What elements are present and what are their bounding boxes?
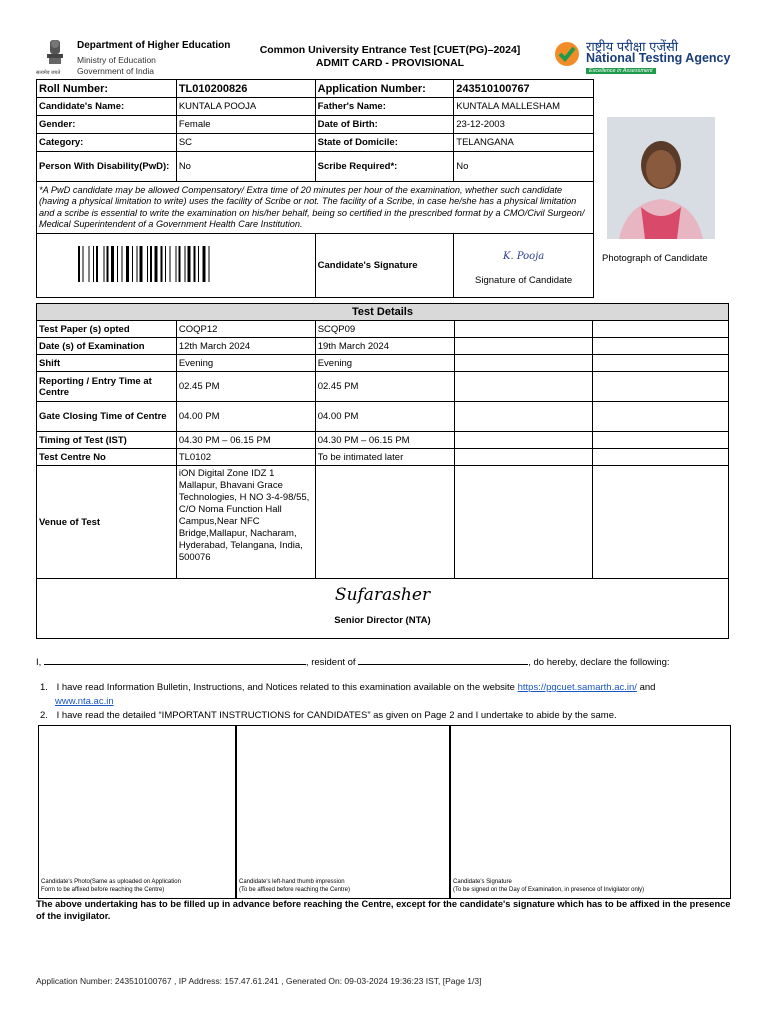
father-name-label: Father's Name: (315, 98, 454, 116)
caption-line: Candidate's left-hand thumb impression (239, 879, 345, 885)
signature-caption: Signature of Candidate (475, 275, 573, 286)
father-name-value: KUNTALA MALLESHAM (454, 98, 594, 116)
pgcuet-link[interactable]: https://pgcuet.samarth.ac.in/ (517, 682, 637, 693)
barcode-bar (187, 246, 190, 282)
barcode-bar (169, 246, 170, 282)
roll-number-value: TL010200826 (176, 80, 315, 98)
residence-blank[interactable] (358, 664, 528, 665)
barcode-bar (88, 246, 89, 282)
shift-label: Shift (37, 355, 177, 372)
barcode-bar (208, 246, 209, 282)
government-line: Government of India (77, 66, 155, 76)
barcode-bar (111, 246, 114, 282)
item-text: I have read the detailed “IMPORTANT INSTRUCTIONS for CANDIDATES” as given on Page 2 and I undertake to abide by the same. (56, 710, 617, 721)
shift-value-1: Evening (176, 355, 315, 372)
empty-cell (593, 355, 729, 372)
empty-cell (593, 321, 729, 338)
category-value: SC (176, 134, 315, 152)
director-signature-image: Sufarasher (334, 585, 431, 605)
item-text: I have read Information Bulletin, Instructions, and Notices related to this examination available on the website (56, 682, 515, 693)
exam-date-value-1: 12th March 2024 (176, 338, 315, 355)
barcode-bar (96, 246, 98, 282)
empty-cell (454, 321, 593, 338)
barcode-bar (121, 246, 122, 282)
department-title: Department of Higher Education (77, 40, 231, 51)
empty-cell (593, 449, 729, 466)
barcode-bar (103, 246, 104, 282)
pwd-note: *A PwD candidate may be allowed Compensatory/ Extra time of 20 minutes per hour of the examination, whether such candidate (having a physical limitation to write) uses the facility of Scribe or not. The facility of a Scribe, in case he/she has a physical limitation and a scribe is essential to write the examination on his/her behalf, being so certified in the prescribed format by a CMO/Civil Surgeon/ Medical Superintendent of a Government Health Care Institution. (37, 182, 594, 234)
caption-line: Candidate's Signature (453, 879, 512, 885)
barcode-bar (126, 246, 129, 282)
photo-affix-caption (41, 878, 181, 894)
barcode-bar (154, 246, 157, 282)
barcode-bar (160, 246, 162, 282)
item-number: 2. (40, 710, 48, 721)
gate-closing-label: Gate Closing Time of Centre (37, 402, 177, 432)
nta-logo-icon (553, 40, 581, 68)
card-title: ADMIT CARD - PROVISIONAL (315, 57, 465, 69)
barcode-bar (93, 246, 94, 282)
barcode-bar (139, 246, 142, 282)
nta-name: National Testing Agency (586, 51, 731, 65)
director-signature-cell (37, 579, 729, 639)
thumb-impression-box (236, 725, 450, 899)
barcode-bar (78, 246, 80, 282)
barcode-bar (117, 246, 118, 282)
exam-date-value-2: 19th March 2024 (315, 338, 454, 355)
exam-title: Common University Entrance Test [CUET(PG)–2024] (259, 44, 521, 56)
barcode-bar (178, 246, 180, 282)
gate-closing-value-2: 04.00 PM (315, 402, 454, 432)
ministry-line: Ministry of Education (77, 55, 156, 65)
gender-label: Gender: (37, 116, 177, 134)
empty-cell (593, 338, 729, 355)
empty-cell (593, 372, 729, 402)
domicile-label: State of Domicile: (315, 134, 454, 152)
test-details-heading: Test Details (37, 304, 729, 321)
test-timing-value-2: 04.30 PM – 06.15 PM (315, 432, 454, 449)
declaration-middle: , resident of (305, 657, 356, 668)
test-details-table (36, 303, 729, 639)
candidate-sign-box (450, 725, 731, 899)
scribe-label: Scribe Required*: (315, 152, 454, 182)
reporting-time-value-1: 02.45 PM (176, 372, 315, 402)
barcode-bar (202, 246, 205, 282)
undertaking-note: The above undertaking has to be filled up in advance before reaching the Centre, except for the candidate's signature which has to be affixed in the presence of the invigilator. (36, 899, 731, 921)
barcode-icon (76, 246, 276, 282)
gender-value: Female (176, 116, 315, 134)
application-number-value: 243510100767 (454, 80, 594, 98)
declaration-prefix: I, (36, 657, 42, 668)
candidate-sign-caption (453, 878, 644, 894)
gate-closing-value-1: 04.00 PM (176, 402, 315, 432)
test-timing-label: Timing of Test (IST) (37, 432, 177, 449)
barcode-bar (184, 246, 185, 282)
reporting-time-value-2: 02.45 PM (315, 372, 454, 402)
caption-line: Form to be affixed before reaching the Centre) (41, 887, 165, 893)
dob-label: Date of Birth: (315, 116, 454, 134)
empty-cell (454, 355, 593, 372)
test-paper-label: Test Paper (s) opted (37, 321, 177, 338)
test-centre-value-2: To be intimated later (315, 449, 454, 466)
exam-title-block (230, 44, 550, 70)
nta-tagline: Excellence in Assessment (586, 68, 656, 74)
candidate-signature-label: Candidate's Signature (315, 234, 454, 298)
barcode-bar (198, 246, 199, 282)
item-and: and (639, 682, 656, 693)
item-number: 1. (40, 682, 48, 693)
barcode-cell (37, 234, 316, 298)
nta-link[interactable]: www.nta.ac.in (55, 696, 114, 707)
barcode-bar (165, 246, 166, 282)
barcode-bar (82, 246, 83, 282)
domicile-value: TELANGANA (454, 134, 594, 152)
declaration-suffix: , do hereby, declare the following: (528, 657, 670, 668)
barcode-bar (106, 246, 108, 282)
venue-label: Venue of Test (37, 466, 177, 579)
empty-cell (593, 402, 729, 432)
name-blank[interactable] (44, 664, 306, 665)
photo-caption: Photograph of Candidate (602, 253, 708, 264)
candidate-name-value: KUNTALA POOJA (176, 98, 315, 116)
dob-value: 23-12-2003 (454, 116, 594, 134)
empty-cell (454, 449, 593, 466)
venue-value: iON Digital Zone IDZ 1 Mallapur, Bhavani Grace Technologies, H NO 3-4-98/55, C/O Noma Function Hall Campus,Near NFC Bridge,Mallapur, Nacharam, Hyderabad, Telangana, India, 500076 (176, 466, 315, 579)
exam-date-label: Date (s) of Examination (37, 338, 177, 355)
photo-column (594, 79, 729, 303)
empty-cell (315, 466, 454, 579)
candidate-photo (607, 117, 715, 239)
candidate-details-table (36, 79, 594, 298)
barcode-bar (132, 246, 133, 282)
test-paper-value-2: SCQP09 (315, 321, 454, 338)
application-number-label: Application Number: (315, 80, 454, 98)
shift-value-2: Evening (315, 355, 454, 372)
photo-affix-box (38, 725, 236, 899)
declaration-item-1 (40, 682, 655, 693)
caption-line: Candidate's Photo(Same as uploaded on Application (41, 879, 181, 885)
empty-cell (454, 432, 593, 449)
caption-line: (To be affixed before reaching the Centre) (239, 887, 350, 893)
empty-cell (454, 402, 593, 432)
declaration-line (36, 657, 736, 668)
roll-number-label: Roll Number: (37, 80, 177, 98)
declaration-item-1-cont (55, 696, 114, 707)
pwd-value: No (176, 152, 315, 182)
empty-cell (454, 372, 593, 402)
declaration-item-2 (40, 710, 617, 721)
test-timing-value-1: 04.30 PM – 06.15 PM (176, 432, 315, 449)
page-footer: Application Number: 243510100767 , IP Address: 157.47.61.241 , Generated On: 09-03-2024 19:36:23 IST, [Page 1/3] (36, 976, 482, 986)
reporting-time-label: Reporting / Entry Time at Centre (37, 372, 177, 402)
barcode-bar (136, 246, 137, 282)
thumb-impression-caption (239, 878, 350, 894)
test-paper-value-1: COQP12 (176, 321, 315, 338)
caption-line: (To be signed on the Day of Examination, in presence of Invigilator only) (453, 887, 645, 893)
barcode-bar (193, 246, 195, 282)
barcode-bar (175, 246, 176, 282)
category-label: Category: (37, 134, 177, 152)
director-label: Senior Director (NTA) (334, 615, 431, 626)
barcode-bar (147, 246, 148, 282)
test-centre-label: Test Centre No (37, 449, 177, 466)
candidate-signature-image: K. Pooja (503, 251, 545, 262)
emblem-motto: सत्यमेव जयते (36, 70, 61, 76)
person-silhouette-icon (607, 117, 715, 239)
test-centre-value-1: TL0102 (176, 449, 315, 466)
nta-hindi-name: राष्ट्रीय परीक्षा एजेंसी (586, 39, 679, 54)
empty-cell (593, 466, 729, 579)
pwd-label: Person With Disability(PwD): (37, 152, 177, 182)
candidate-signature-cell (454, 234, 594, 298)
empty-cell (593, 432, 729, 449)
empty-cell (454, 338, 593, 355)
barcode-bar (150, 246, 152, 282)
empty-cell (454, 466, 593, 579)
ministry-name (77, 55, 156, 77)
scribe-value: No (454, 152, 594, 182)
candidate-name-label: Candidate's Name: (37, 98, 177, 116)
